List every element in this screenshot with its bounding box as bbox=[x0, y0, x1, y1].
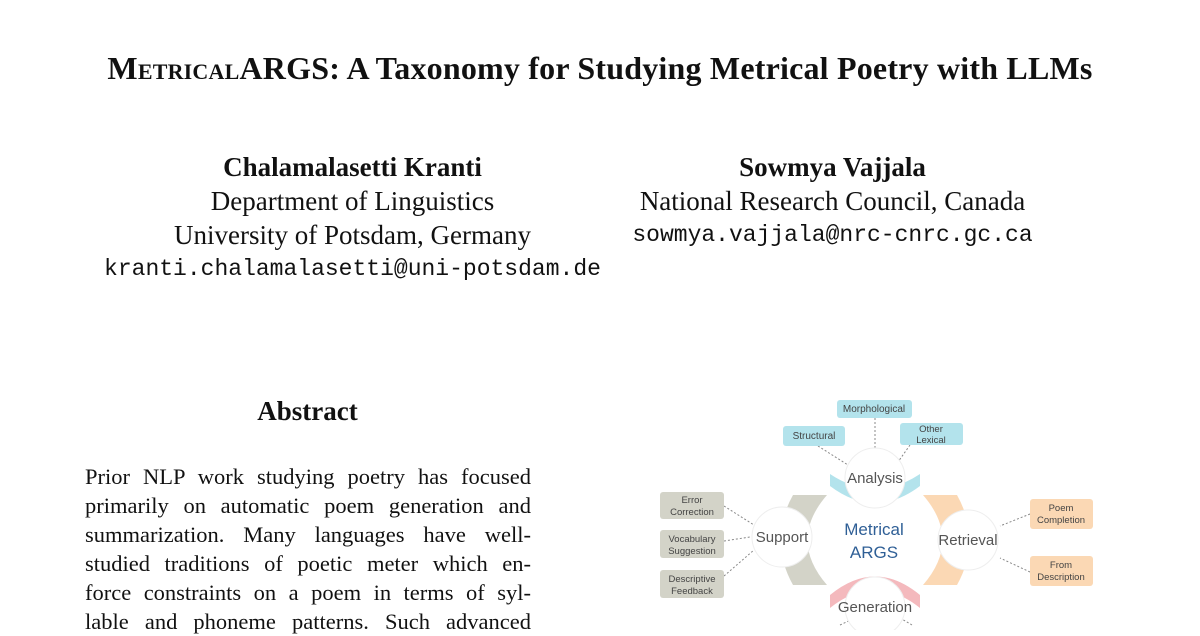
author-email[interactable]: kranti.chalamalasetti@uni-potsdam.de bbox=[104, 256, 601, 282]
author-name: Chalamalasetti Kranti bbox=[223, 152, 482, 182]
leaf-poem-label: Poem bbox=[1048, 503, 1074, 514]
leaf-correction-label: Correction bbox=[670, 507, 714, 518]
paper-title: MetricalARGS: A Taxonomy for Studying Metrical Poetry with LLMs bbox=[107, 50, 1093, 86]
retrieval-label: Retrieval bbox=[938, 532, 998, 549]
leaf-from-label: From bbox=[1049, 560, 1073, 571]
author-block-2 bbox=[610, 150, 1055, 252]
abstract-heading: Abstract bbox=[257, 396, 358, 426]
leaf-feedback-label: Feedback bbox=[671, 586, 713, 597]
abstract-line: Prior NLP work studying poetry has focused bbox=[85, 464, 531, 489]
leaf-structural-label: Structural bbox=[792, 431, 836, 442]
leaf-other-label: Other bbox=[919, 424, 943, 435]
author-name: Sowmya Vajjala bbox=[739, 152, 926, 182]
abstract-line: primarily on automatic poem generation and bbox=[85, 493, 531, 518]
generation-label: Generation bbox=[837, 599, 913, 616]
abstract-body bbox=[85, 462, 531, 636]
center-label-line2: ARGS bbox=[849, 543, 899, 562]
author-affiliation: National Research Council, Canada bbox=[639, 186, 1026, 216]
support-label: Support bbox=[755, 529, 809, 546]
leaf-vocabulary-label: Vocabulary bbox=[668, 534, 716, 545]
analysis-label: Analysis bbox=[847, 470, 903, 487]
author-email[interactable]: sowmya.vajjala@nrc-cnrc.gc.ca bbox=[632, 222, 1033, 248]
leaf-completion-label: Completion bbox=[1036, 515, 1086, 526]
leaf-suggestion-label: Suggestion bbox=[668, 546, 716, 557]
leaf-morphological-label: Morphological bbox=[842, 404, 906, 415]
taxonomy-figure bbox=[650, 390, 1110, 630]
leaf-lexical-label: Lexical bbox=[916, 435, 946, 446]
author-affiliation: University of Potsdam, Germany bbox=[174, 220, 531, 250]
abstract-line: force constraints on a poem in terms of syl- bbox=[85, 580, 531, 605]
abstract-line: lable and phoneme patterns. Such advanced bbox=[85, 609, 531, 634]
abstract-line: studied traditions of poetic meter which en- bbox=[85, 551, 531, 576]
leaf-descriptive-label: Descriptive bbox=[668, 574, 716, 585]
center-label-line1: Metrical bbox=[844, 520, 904, 539]
author-department: Department of Linguistics bbox=[210, 186, 495, 216]
abstract-line: summarization. Many languages have well- bbox=[85, 522, 531, 547]
leaf-error-label: Error bbox=[681, 495, 703, 506]
leaf-description-label: Description bbox=[1037, 572, 1085, 583]
author-block-1 bbox=[80, 150, 625, 286]
